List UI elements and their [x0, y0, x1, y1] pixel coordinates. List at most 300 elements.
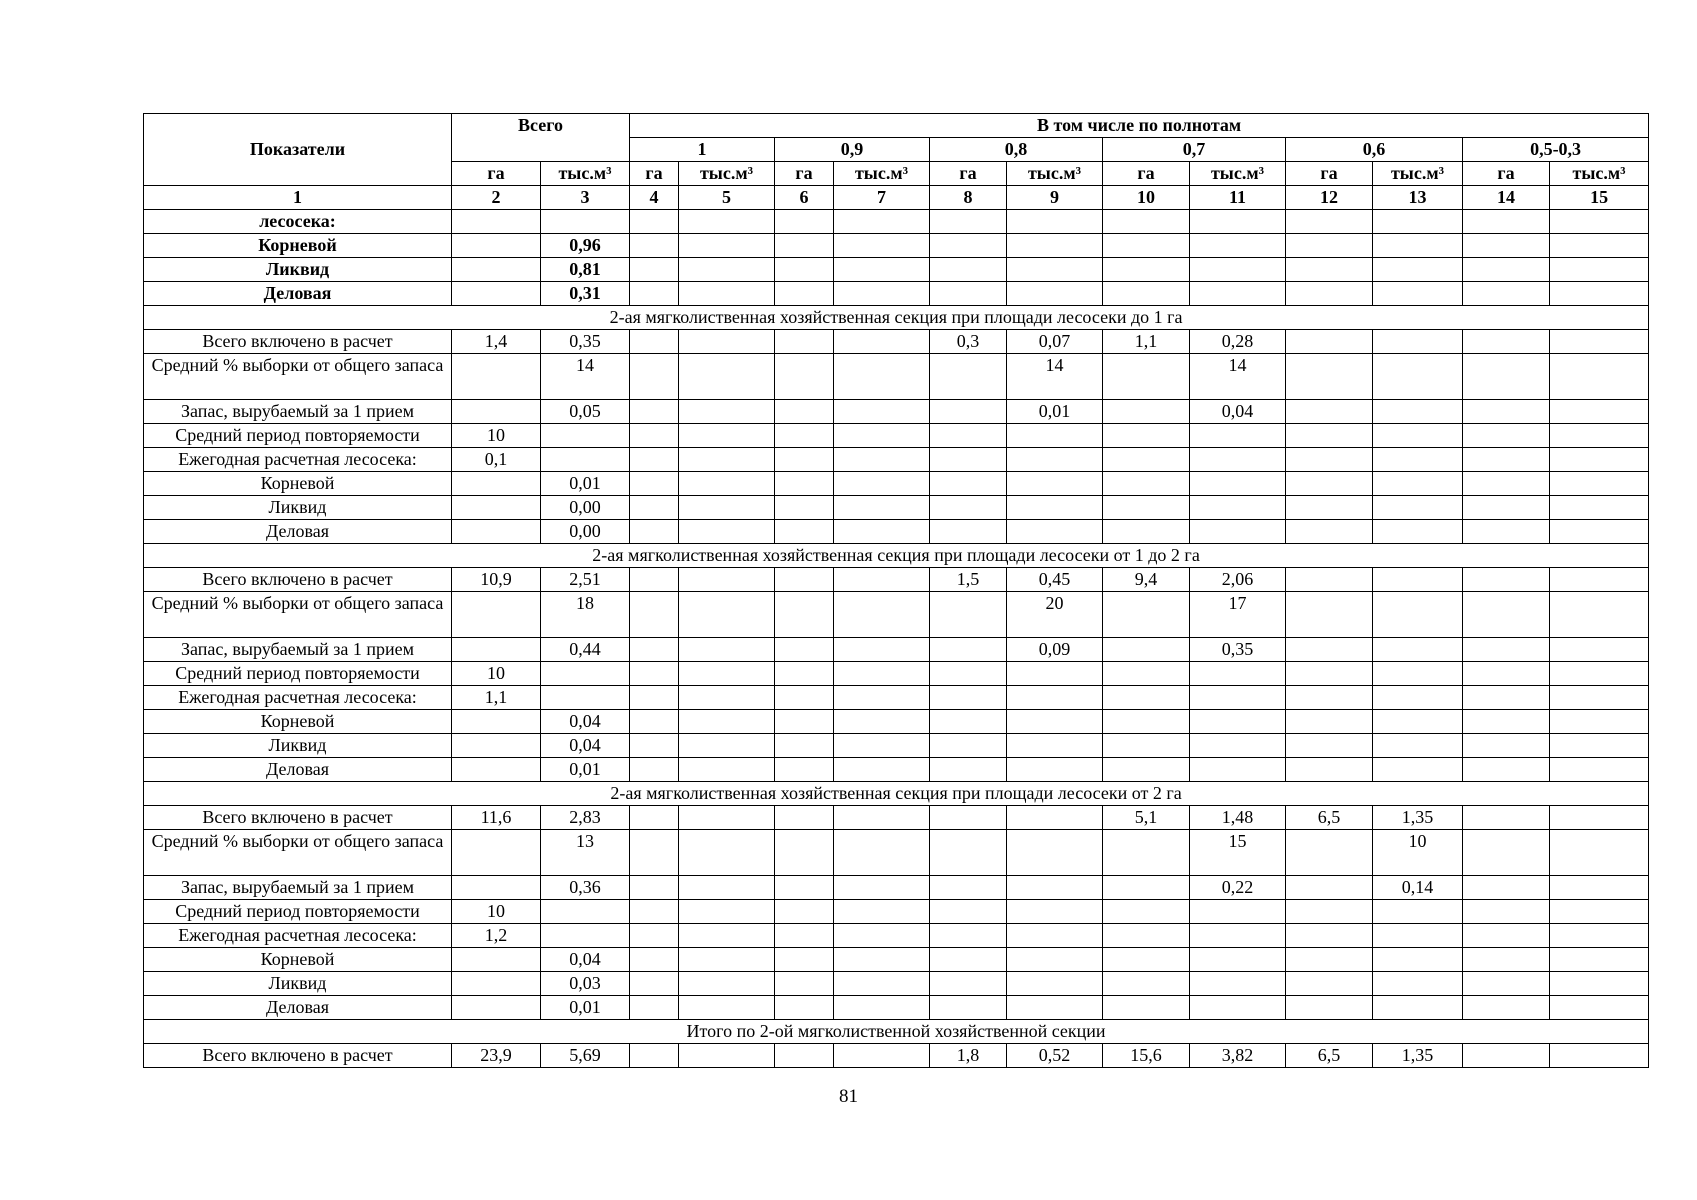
table-cell: 14 — [541, 354, 630, 400]
table-cell — [930, 876, 1007, 900]
table-cell — [1373, 330, 1463, 354]
column-number: 5 — [679, 186, 775, 210]
table-cell — [1007, 876, 1103, 900]
table-cell — [1190, 448, 1286, 472]
table-cell — [1550, 448, 1649, 472]
table-cell — [1463, 424, 1550, 448]
table-cell: 14 — [1190, 354, 1286, 400]
header-density: 0,7 — [1103, 138, 1286, 162]
table-cell — [1550, 638, 1649, 662]
table-cell — [1463, 638, 1550, 662]
unit-volume: тыс.м³ — [541, 162, 630, 186]
table-cell — [1190, 734, 1286, 758]
table-cell: 0,00 — [541, 520, 630, 544]
table-cell — [452, 758, 541, 782]
row-label: Ежегодная расчетная лесосека: — [144, 686, 452, 710]
table-cell — [775, 900, 834, 924]
table-cell — [1550, 948, 1649, 972]
table-cell: 0,03 — [541, 972, 630, 996]
row-label: Корневой — [144, 948, 452, 972]
table-cell — [679, 710, 775, 734]
table-cell — [1463, 592, 1550, 638]
table-cell — [775, 758, 834, 782]
table-cell — [775, 424, 834, 448]
table-cell — [1007, 472, 1103, 496]
table-row — [144, 354, 1649, 400]
table-cell — [630, 638, 679, 662]
table-cell — [1190, 662, 1286, 686]
table-cell — [1190, 496, 1286, 520]
table-cell — [679, 876, 775, 900]
table-cell — [1373, 996, 1463, 1020]
unit-volume: тыс.м³ — [679, 162, 775, 186]
table-cell: 0,22 — [1190, 876, 1286, 900]
table-cell: 1,1 — [452, 686, 541, 710]
table-cell — [630, 400, 679, 424]
table-cell — [1103, 876, 1190, 900]
section-title: Итого по 2-ой мягколиственной хозяйственной секции — [144, 1020, 1649, 1044]
table-row — [144, 424, 1649, 448]
table-cell — [930, 424, 1007, 448]
row-label: Деловая — [144, 758, 452, 782]
table-cell: 1,48 — [1190, 806, 1286, 830]
table-cell — [775, 354, 834, 400]
table-cell — [1373, 282, 1463, 306]
table-cell — [1103, 472, 1190, 496]
table-cell — [1463, 258, 1550, 282]
table-cell — [1373, 258, 1463, 282]
table-cell: 0,09 — [1007, 638, 1103, 662]
table-cell — [1103, 948, 1190, 972]
unit-ha: га — [1463, 162, 1550, 186]
table-cell — [775, 282, 834, 306]
header-indicators: Показатели — [144, 114, 452, 186]
table-cell — [1103, 282, 1190, 306]
table-cell — [1550, 330, 1649, 354]
table-cell — [1190, 472, 1286, 496]
section-row — [144, 306, 1649, 330]
table-cell: 0,3 — [930, 330, 1007, 354]
table-cell — [1007, 734, 1103, 758]
table-cell — [930, 592, 1007, 638]
document-sheet — [143, 113, 1648, 1068]
table-cell: 0,04 — [541, 710, 630, 734]
table-cell — [630, 924, 679, 948]
table-cell — [1286, 496, 1373, 520]
row-label: Запас, вырубаемый за 1 прием — [144, 876, 452, 900]
unit-ha: га — [930, 162, 1007, 186]
unit-volume: тыс.м³ — [1007, 162, 1103, 186]
table-cell — [930, 354, 1007, 400]
table-cell — [1190, 234, 1286, 258]
table-cell — [1373, 662, 1463, 686]
table-cell — [1373, 924, 1463, 948]
table-cell — [1007, 686, 1103, 710]
table-cell — [1550, 996, 1649, 1020]
row-label: лесосека: — [144, 210, 452, 234]
table-cell — [1373, 400, 1463, 424]
table-cell — [1286, 210, 1373, 234]
row-label: Запас, вырубаемый за 1 прием — [144, 400, 452, 424]
row-label: Средний период повторяемости — [144, 900, 452, 924]
table-cell — [679, 948, 775, 972]
table-cell — [1373, 520, 1463, 544]
table-cell — [1550, 830, 1649, 876]
table-cell — [1373, 424, 1463, 448]
table-cell — [1103, 830, 1190, 876]
table-cell: 0,96 — [541, 234, 630, 258]
table-cell — [1007, 424, 1103, 448]
table-cell — [834, 876, 930, 900]
header-density: 0,8 — [930, 138, 1103, 162]
table-cell — [1286, 354, 1373, 400]
table-cell: 0,31 — [541, 282, 630, 306]
table-cell — [1550, 734, 1649, 758]
table-cell: 10,9 — [452, 568, 541, 592]
unit-ha: га — [630, 162, 679, 186]
table-cell — [775, 924, 834, 948]
table-cell — [679, 662, 775, 686]
table-cell: 0,04 — [1190, 400, 1286, 424]
table-cell — [679, 996, 775, 1020]
table-cell — [930, 830, 1007, 876]
section-row — [144, 544, 1649, 568]
section-row — [144, 782, 1649, 806]
column-number: 10 — [1103, 186, 1190, 210]
table-cell — [1286, 448, 1373, 472]
table-cell — [630, 830, 679, 876]
table-cell — [1286, 948, 1373, 972]
table-cell — [1007, 258, 1103, 282]
table-cell — [1286, 472, 1373, 496]
table-cell — [1103, 638, 1190, 662]
table-cell — [1286, 900, 1373, 924]
row-label: Ежегодная расчетная лесосека: — [144, 924, 452, 948]
table-cell — [1550, 876, 1649, 900]
table-cell — [1007, 496, 1103, 520]
table-cell: 1,35 — [1373, 806, 1463, 830]
table-cell — [630, 258, 679, 282]
table-cell — [1463, 996, 1550, 1020]
table-cell — [1373, 234, 1463, 258]
table-cell: 0,04 — [541, 948, 630, 972]
table-cell: 9,4 — [1103, 568, 1190, 592]
table-cell — [630, 472, 679, 496]
table-cell — [630, 210, 679, 234]
table-cell — [1286, 258, 1373, 282]
table-cell — [775, 972, 834, 996]
table-cell — [1373, 734, 1463, 758]
table-cell — [834, 686, 930, 710]
table-cell: 0,14 — [1373, 876, 1463, 900]
table-row — [144, 330, 1649, 354]
table-cell — [1190, 758, 1286, 782]
table-cell: 0,00 — [541, 496, 630, 520]
table-cell — [930, 806, 1007, 830]
table-cell: 0,36 — [541, 876, 630, 900]
table-cell — [930, 258, 1007, 282]
table-cell — [1463, 876, 1550, 900]
table-cell — [930, 662, 1007, 686]
table-cell — [679, 568, 775, 592]
table-cell — [775, 662, 834, 686]
table-cell: 15 — [1190, 830, 1286, 876]
header-density: 0,6 — [1286, 138, 1463, 162]
table-cell: 0,28 — [1190, 330, 1286, 354]
table-cell — [834, 948, 930, 972]
row-label: Всего включено в расчет — [144, 568, 452, 592]
table-cell: 1,8 — [930, 1044, 1007, 1068]
column-number: 4 — [630, 186, 679, 210]
table-cell — [1550, 592, 1649, 638]
table-cell: 1,2 — [452, 924, 541, 948]
table-cell — [1550, 282, 1649, 306]
column-number: 12 — [1286, 186, 1373, 210]
table-cell — [930, 710, 1007, 734]
column-number: 6 — [775, 186, 834, 210]
table-cell — [834, 354, 930, 400]
table-cell — [775, 734, 834, 758]
table-cell — [679, 806, 775, 830]
table-cell — [775, 258, 834, 282]
table-cell — [930, 282, 1007, 306]
table-cell — [1286, 686, 1373, 710]
table-cell — [834, 496, 930, 520]
table-cell — [630, 568, 679, 592]
table-cell — [452, 830, 541, 876]
table-cell — [1190, 282, 1286, 306]
table-cell: 0,07 — [1007, 330, 1103, 354]
table-cell: 0,01 — [541, 996, 630, 1020]
table-cell — [1550, 758, 1649, 782]
table-cell — [1103, 972, 1190, 996]
table-cell — [1190, 710, 1286, 734]
table-cell — [541, 662, 630, 686]
row-label: Корневой — [144, 234, 452, 258]
table-row — [144, 758, 1649, 782]
table-cell — [1463, 448, 1550, 472]
table-cell — [1286, 592, 1373, 638]
row-label: Деловая — [144, 520, 452, 544]
table-cell — [834, 734, 930, 758]
table-cell — [775, 806, 834, 830]
section-title: 2-ая мягколиственная хозяйственная секция при площади лесосеки до 1 га — [144, 306, 1649, 330]
table-row — [144, 662, 1649, 686]
table-cell — [1550, 972, 1649, 996]
table-cell — [630, 424, 679, 448]
table-cell — [1463, 806, 1550, 830]
row-label: Деловая — [144, 996, 452, 1020]
table-cell — [834, 900, 930, 924]
table-cell — [1007, 210, 1103, 234]
table-row — [144, 972, 1649, 996]
table-cell — [452, 638, 541, 662]
header-by-density: В том числе по полнотам — [630, 114, 1649, 138]
table-row — [144, 876, 1649, 900]
table-row — [144, 520, 1649, 544]
table-cell: 0,05 — [541, 400, 630, 424]
section-row — [144, 1020, 1649, 1044]
table-cell: 0,01 — [1007, 400, 1103, 424]
table-cell — [1550, 258, 1649, 282]
table-cell — [834, 424, 930, 448]
table-cell — [679, 686, 775, 710]
table-cell — [1463, 662, 1550, 686]
table-cell — [452, 996, 541, 1020]
column-number: 11 — [1190, 186, 1286, 210]
table-cell: 0,44 — [541, 638, 630, 662]
unit-volume: тыс.м³ — [1190, 162, 1286, 186]
table-cell — [452, 258, 541, 282]
table-cell — [630, 876, 679, 900]
table-cell — [541, 900, 630, 924]
table-cell — [775, 520, 834, 544]
table-cell — [541, 448, 630, 472]
table-cell — [1550, 568, 1649, 592]
table-cell — [1373, 638, 1463, 662]
table-cell — [834, 520, 930, 544]
header-density: 1 — [630, 138, 775, 162]
table-cell — [1190, 520, 1286, 544]
table-cell — [1103, 258, 1190, 282]
table-cell — [1550, 520, 1649, 544]
table-cell — [1463, 234, 1550, 258]
table-cell — [1103, 424, 1190, 448]
table-cell: 14 — [1007, 354, 1103, 400]
table-cell — [775, 448, 834, 472]
table-cell — [630, 330, 679, 354]
table-cell: 1,4 — [452, 330, 541, 354]
table-cell — [630, 948, 679, 972]
table-cell — [1007, 710, 1103, 734]
table-cell — [452, 710, 541, 734]
table-row — [144, 234, 1649, 258]
table-cell — [775, 400, 834, 424]
table-cell — [630, 662, 679, 686]
table-cell — [1463, 210, 1550, 234]
table-cell — [1550, 924, 1649, 948]
table-cell: 6,5 — [1286, 806, 1373, 830]
unit-volume: тыс.м³ — [834, 162, 930, 186]
table-cell: 0,45 — [1007, 568, 1103, 592]
table-cell — [541, 210, 630, 234]
table-cell: 18 — [541, 592, 630, 638]
table-cell — [1550, 472, 1649, 496]
table-cell: 15,6 — [1103, 1044, 1190, 1068]
table-cell — [679, 592, 775, 638]
table-cell: 10 — [1373, 830, 1463, 876]
table-cell: 17 — [1190, 592, 1286, 638]
unit-ha: га — [775, 162, 834, 186]
table-cell — [541, 924, 630, 948]
row-label: Деловая — [144, 282, 452, 306]
table-cell — [1463, 734, 1550, 758]
table-cell — [1373, 710, 1463, 734]
table-cell — [775, 948, 834, 972]
table-cell — [930, 996, 1007, 1020]
table-cell — [930, 734, 1007, 758]
table-cell — [630, 710, 679, 734]
table-cell: 10 — [452, 424, 541, 448]
table-cell: 13 — [541, 830, 630, 876]
row-label: Корневой — [144, 472, 452, 496]
table-cell — [679, 448, 775, 472]
table-cell — [1463, 568, 1550, 592]
row-label: Средний % выборки от общего запаса — [144, 354, 452, 400]
table-cell — [1286, 662, 1373, 686]
table-cell — [834, 472, 930, 496]
table-cell — [630, 758, 679, 782]
table-cell — [452, 282, 541, 306]
table-cell — [834, 330, 930, 354]
table-cell — [1463, 924, 1550, 948]
table-cell — [1103, 234, 1190, 258]
table-cell — [775, 686, 834, 710]
table-cell — [679, 638, 775, 662]
table-cell — [1286, 282, 1373, 306]
table-cell — [1550, 710, 1649, 734]
unit-volume: тыс.м³ — [1373, 162, 1463, 186]
table-row — [144, 400, 1649, 424]
table-cell — [834, 996, 930, 1020]
table-cell — [1286, 568, 1373, 592]
table-cell — [775, 234, 834, 258]
row-label: Ликвид — [144, 258, 452, 282]
table-cell — [775, 830, 834, 876]
table-cell — [452, 234, 541, 258]
table-cell: 0,52 — [1007, 1044, 1103, 1068]
row-label: Ликвид — [144, 972, 452, 996]
table-cell — [1286, 520, 1373, 544]
table-cell: 1,1 — [1103, 330, 1190, 354]
table-cell — [1190, 424, 1286, 448]
table-row — [144, 1044, 1649, 1068]
table-cell — [1190, 924, 1286, 948]
table-cell — [1007, 900, 1103, 924]
table-cell — [1463, 400, 1550, 424]
header-density: 0,5-0,3 — [1463, 138, 1649, 162]
row-label: Всего включено в расчет — [144, 1044, 452, 1068]
table-cell: 10 — [452, 662, 541, 686]
table-cell — [452, 400, 541, 424]
table-cell — [1463, 686, 1550, 710]
unit-volume: тыс.м³ — [1550, 162, 1649, 186]
table-cell: 0,1 — [452, 448, 541, 472]
table-cell — [1463, 710, 1550, 734]
table-cell — [630, 996, 679, 1020]
table-row — [144, 282, 1649, 306]
table-cell — [1373, 210, 1463, 234]
table-cell — [775, 472, 834, 496]
table-cell — [679, 234, 775, 258]
table-cell — [452, 592, 541, 638]
table-cell — [630, 972, 679, 996]
table-cell — [679, 734, 775, 758]
table-cell — [630, 282, 679, 306]
table-cell — [1286, 758, 1373, 782]
table-row — [144, 948, 1649, 972]
table-cell: 0,01 — [541, 472, 630, 496]
column-number: 7 — [834, 186, 930, 210]
table-cell — [541, 424, 630, 448]
table-cell — [834, 758, 930, 782]
table-cell — [1463, 1044, 1550, 1068]
table-cell — [452, 948, 541, 972]
table-cell — [1373, 496, 1463, 520]
table-cell — [1103, 710, 1190, 734]
table-cell — [1007, 758, 1103, 782]
table-cell — [930, 496, 1007, 520]
